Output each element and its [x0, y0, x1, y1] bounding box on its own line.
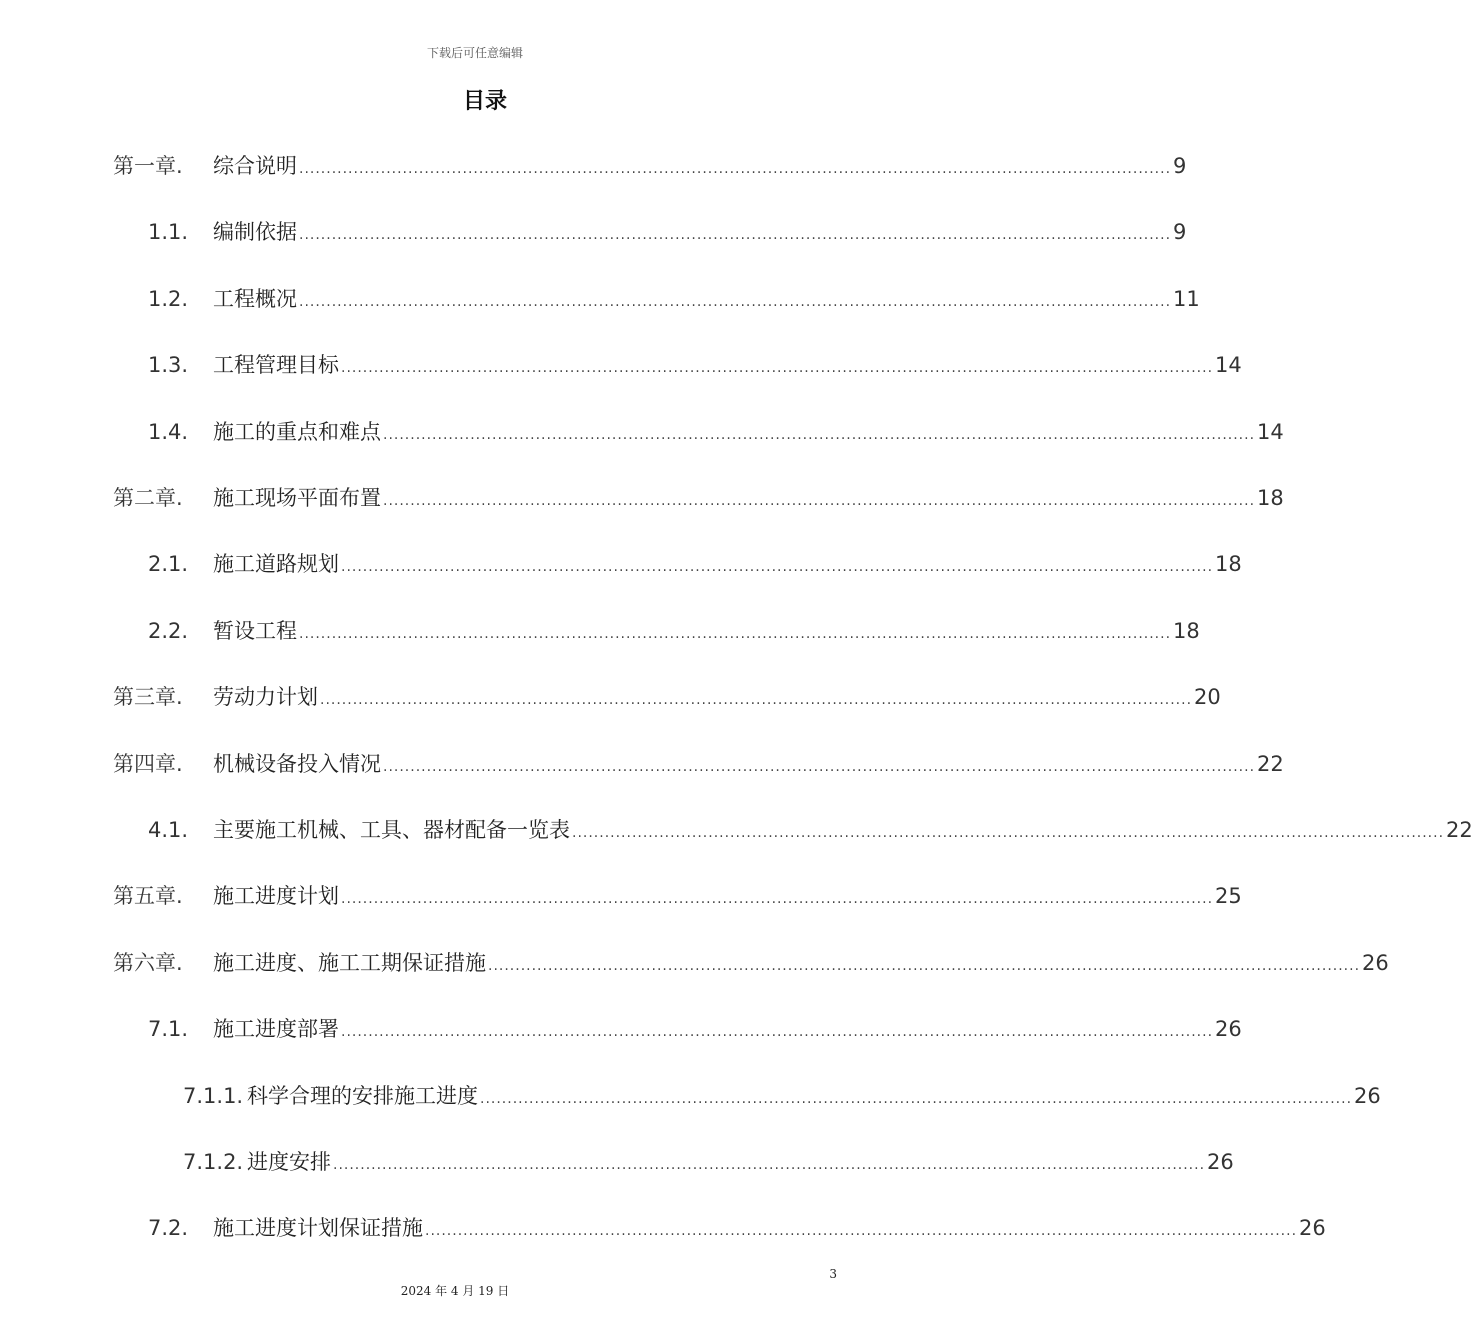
toc-entry-number: 第六章.: [113, 950, 183, 975]
toc-entry-title: 施工进度、施工工期保证措施: [213, 950, 486, 975]
toc-entry-page: 22: [1446, 818, 1473, 842]
toc-entry-page: 18: [1257, 486, 1284, 510]
toc-entry-page: 26: [1215, 1017, 1242, 1042]
toc-entry-page: 18: [1215, 552, 1242, 577]
toc-entry[interactable]: [0, 539, 1242, 589]
toc-entry-page: 18: [1173, 618, 1200, 643]
toc-entry-page: 9: [1173, 154, 1187, 178]
toc-entry[interactable]: [0, 672, 1221, 722]
toc-leader-dots: ................................................................................................................................................................: [299, 161, 1172, 177]
toc-entry-number: 1.2.: [148, 286, 189, 311]
toc-entry-title: 施工进度计划保证措施: [213, 1216, 423, 1241]
toc-leader-dots: ................................................................................................................................................................: [341, 891, 1214, 908]
toc-entry-number: 4.1.: [148, 818, 189, 842]
toc-entry[interactable]: [0, 1137, 1234, 1187]
toc-entry-number: 第二章.: [113, 486, 183, 510]
toc-entry[interactable]: [0, 340, 1242, 390]
page-number: 3: [829, 1267, 837, 1281]
toc-leader-dots: ................................................................................................................................................................: [320, 692, 1193, 709]
toc-entry-page: 22: [1257, 751, 1284, 776]
toc-entry-title: 施工进度部署: [213, 1017, 339, 1042]
toc-entry-number: 1.4.: [148, 419, 189, 444]
toc-entry-page: 9: [1173, 220, 1187, 245]
toc-leader-dots: ................................................................................................................................................................: [425, 1223, 1298, 1240]
toc-entry-title: 科学合理的安排施工进度: [247, 1083, 478, 1108]
toc-entry[interactable]: [0, 207, 1187, 257]
toc-entry-number: 7.2.: [148, 1216, 189, 1241]
toc-entry-title: 劳动力计划: [213, 685, 318, 710]
toc-entry[interactable]: [0, 1203, 1326, 1253]
toc-entry-page: 26: [1362, 950, 1389, 975]
toc-entry-title: 工程管理目标: [213, 353, 339, 378]
toc-entry[interactable]: [0, 141, 1187, 191]
toc-entry-title: 进度安排: [247, 1150, 331, 1174]
header-note: 下载后可任意编辑: [426, 46, 523, 60]
toc-entry-title: 施工的重点和难点: [213, 419, 381, 444]
toc-entry-number: 1.3.: [148, 353, 189, 378]
toc-leader-dots: ................................................................................................................................................................: [341, 559, 1214, 576]
toc-entry-number: 7.1.2.: [183, 1150, 244, 1174]
toc-entry-number: 第四章.: [113, 751, 183, 776]
toc-entry-number: 第一章.: [113, 154, 183, 178]
toc-entry-number: 7.1.1.: [183, 1083, 244, 1108]
toc-leader-dots: ................................................................................................................................................................: [341, 360, 1214, 377]
toc-entry-page: 25: [1215, 884, 1242, 909]
toc-leader-dots: ................................................................................................................................................................: [383, 493, 1256, 509]
toc-title: 目录: [462, 89, 507, 114]
toc-entry[interactable]: [0, 871, 1242, 921]
toc-leader-dots: ................................................................................................................................................................: [480, 1090, 1353, 1107]
toc-entry-number: 2.1.: [148, 552, 189, 577]
toc-entry[interactable]: [0, 1004, 1242, 1054]
toc-entry-number: 第三章.: [113, 685, 183, 710]
toc-entry-number: 第五章.: [113, 884, 183, 909]
toc-leader-dots: ................................................................................................................................................................: [572, 825, 1445, 841]
toc-entry-page: 26: [1299, 1216, 1326, 1241]
toc-entry[interactable]: [0, 938, 1389, 988]
toc-leader-dots: ................................................................................................................................................................: [383, 758, 1256, 775]
toc-leader-dots: ................................................................................................................................................................: [299, 293, 1172, 310]
toc-entry-page: 14: [1257, 419, 1284, 444]
toc-entry-title: 施工现场平面布置: [213, 486, 381, 510]
toc-entry-number: 2.2.: [148, 618, 189, 643]
toc-leader-dots: ................................................................................................................................................................: [383, 426, 1256, 443]
toc-entry[interactable]: [0, 805, 1473, 855]
toc-entry-number: 7.1.: [148, 1017, 189, 1042]
toc-leader-dots: ................................................................................................................................................................: [341, 1024, 1214, 1041]
toc-entry-page: 26: [1207, 1150, 1234, 1174]
toc-entry[interactable]: [0, 274, 1200, 324]
toc-entry-title: 工程概况: [213, 286, 297, 311]
toc-entry-number: 1.1.: [148, 220, 189, 245]
toc-entry-page: 14: [1215, 353, 1242, 378]
toc-entry-title: 施工进度计划: [213, 884, 339, 909]
toc-entry-title: 编制依据: [213, 220, 297, 245]
toc-entry[interactable]: [0, 1071, 1381, 1121]
toc-entry-title: 机械设备投入情况: [213, 751, 381, 776]
toc-leader-dots: ................................................................................................................................................................: [299, 625, 1172, 642]
toc-leader-dots: ................................................................................................................................................................: [488, 957, 1361, 974]
toc-leader-dots: ................................................................................................................................................................: [299, 227, 1172, 244]
toc-entry-page: 11: [1173, 286, 1200, 311]
toc-entry-page: 26: [1354, 1083, 1381, 1108]
toc-entry[interactable]: [0, 473, 1284, 523]
toc-entry[interactable]: [0, 739, 1284, 789]
toc-entry-title: 暂设工程: [213, 618, 297, 643]
toc-entry-title: 主要施工机械、工具、器材配备一览表: [213, 818, 570, 842]
footer-date: 2024 年 4 月 19 日: [400, 1284, 510, 1298]
toc-entry-title: 综合说明: [213, 154, 297, 178]
toc-leader-dots: ................................................................................................................................................................: [333, 1157, 1206, 1173]
toc-entry[interactable]: [0, 606, 1200, 656]
toc-entry-page: 20: [1194, 685, 1221, 710]
toc-entry-title: 施工道路规划: [213, 552, 339, 577]
toc-entry[interactable]: [0, 407, 1284, 457]
